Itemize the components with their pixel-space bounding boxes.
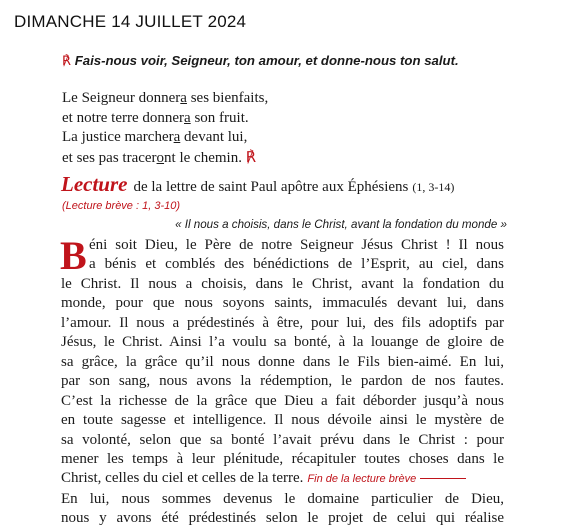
psalm-verse: Le Seigneur donnera ses bienfaits, — [62, 90, 269, 106]
reading-reference: (1, 3-14) — [412, 180, 455, 194]
text-line: éni soit Dieu, le Père de notre Seigneur Jésus Christ ! Il nous — [89, 237, 504, 253]
text-line: sa volonté, selon que sa bonté l’avait prévu dans le Christ : pour — [61, 431, 504, 448]
text-line: monde, pour que nous soyons saints, immaculés devant lui, dans — [61, 295, 504, 312]
short-reading-reference: (Lecture brève : 1, 3-10) — [62, 200, 181, 212]
reading-label: Lecture — [61, 172, 128, 196]
text-line: par son sang, nous avons la rédemption, le pardon de nos fautes. — [61, 373, 504, 390]
text-line: nous y avons été prédestinés selon le projet de celui qui réalise — [61, 510, 504, 527]
end-short-reading-marker: Fin de la lecture brève — [307, 473, 417, 486]
psalm-stanza — [62, 89, 268, 168]
text-line: le Christ. Il nous a choisis, dans le Christ, avant la fondation du — [61, 275, 504, 292]
text-line: a bénis et comblés des bénédictions de l’Esprit, au ciel, dans — [89, 256, 504, 273]
reading-heading — [61, 172, 454, 197]
reading-source: de la lettre de saint Paul apôtre aux Éphésiens — [133, 179, 409, 195]
text-line: Jésus, le Christ. Ainsi l’a voulu sa bonté, à la louange de gloire de — [61, 334, 504, 351]
psalm-refrain — [62, 53, 459, 69]
text-line: l’amour. Il nous a prédestinés à être, pour lui, des fils adoptifs par — [61, 314, 504, 331]
text-line: en toute sagesse et intelligence. Il nous dévoile ainsi le mystère de — [61, 412, 504, 429]
text-line: mener les temps à leur plénitude, récapituler toutes choses dans le — [61, 450, 504, 467]
accent-mark: a — [180, 90, 187, 106]
reading-text — [60, 233, 504, 529]
text-line: En lui, nous sommes devenus le domaine particulier de Dieu, — [61, 490, 504, 507]
psalm-verse: et ses pas traceront le chemin. ℟ — [62, 147, 256, 166]
psalm-verse: et notre terre donnera son fruit. — [62, 109, 249, 126]
reading-epigraph: « Il nous a choisis, dans le Christ, avant la fondation du monde » — [175, 218, 507, 231]
response-symbol: ℟ — [245, 147, 256, 166]
psalm-verse: La justice marchera devant lui, — [62, 129, 248, 145]
refrain-text: Fais-nous voir, Seigneur, ton amour, et donne-nous ton salut. — [74, 53, 459, 68]
page-date: DIMANCHE 14 JUILLET 2024 — [14, 12, 247, 31]
text-line-end-short — [61, 469, 504, 489]
accent-mark: a — [173, 129, 181, 145]
accent-mark: o — [156, 149, 165, 166]
drop-cap: B — [60, 233, 87, 278]
response-symbol: ℟ — [62, 54, 72, 69]
end-marker-rule — [420, 478, 466, 479]
text-line: Christ, celles du ciel et celles de la terre. — [61, 470, 304, 487]
accent-mark: a — [184, 109, 191, 126]
text-line: sa grâce, la grâce qu’il nous donne dans le Fils bien-aimé. En lui, — [61, 353, 504, 370]
text-line: C’est la richesse de la grâce que Dieu a fait déborder jusqu’à nous — [61, 392, 504, 409]
